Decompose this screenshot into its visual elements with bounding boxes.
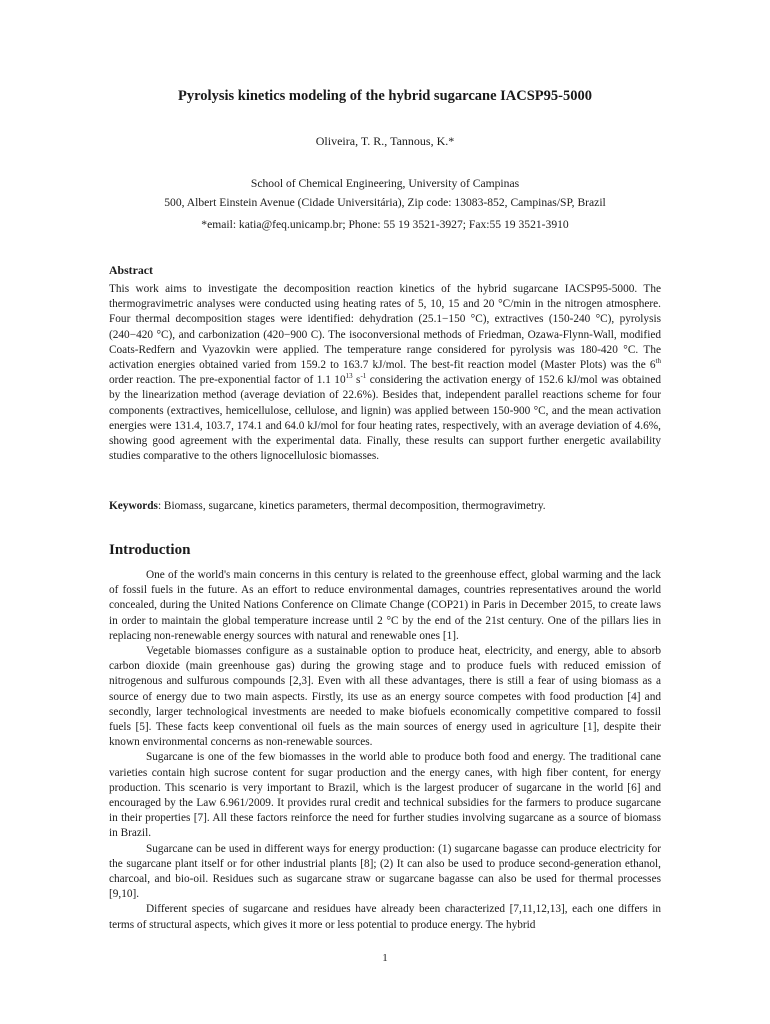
page-number: 1 <box>382 952 388 964</box>
paragraph: Vegetable biomasses configure as a sustainable option to produce heat, electricity, and energy, able to absorb carbon dioxide (main greenhouse gas) during the growing stage and to produce fuels with reduced emission of nitrogenous and sulfurous compounds [2,3]. Even with all these advantages, there is still a fear of using biomass as a source of energy due to two main aspects. Firstly, its use as an energy source competes with food production [4] and secondly, larger technological investments are needed to make biofuels economically competitive compared to fossil fuels [5]. These facts keep conventional oil fuels as the main sources of energy used in agriculture [1], despite their known environmental concerns as non-renewable sources. <box>109 645 661 749</box>
abstract-part: considering the activation energy of 152.6 kJ/mol was obtained by the linearization method (average deviation of 22.6%). Besides that, independent parallel reactions scheme for four components (extractives, hemicellulose, cellulose, and lignin) was applied between 150-900 °C, and the mean activation energies were 131.4, 103.7, 174.1 and 64.0 kJ/mol for four heating rates, respectively, with an average deviation of 4.6%, showing good agreement with the experimental data. Finally, these results can support further energetic availability studies comparative to the others lignocellulosic biomasses. <box>109 374 661 463</box>
keywords-label: Keywords <box>109 500 158 512</box>
contact-line: *email: katia@feq.unicamp.br; Phone: 55 19 3521-3927; Fax:55 19 3521-3910 <box>201 218 569 231</box>
abstract-part: s <box>352 374 361 387</box>
address-line: 500, Albert Einstein Avenue (Cidade Universitária), Zip code: 13083-852, Campinas/SP, Brazil <box>164 196 606 209</box>
abstract-text <box>109 282 661 464</box>
superscript: th <box>655 357 661 366</box>
abstract-part: order reaction. The pre-exponential factor of 1.1 10 <box>109 374 346 387</box>
author-list: Oliveira, T. R., Tannous, K.* <box>315 134 455 148</box>
introduction-body <box>109 568 661 933</box>
introduction-heading: Introduction <box>109 542 191 558</box>
keywords-line <box>109 500 669 512</box>
affiliation-line: School of Chemical Engineering, University of Campinas <box>250 177 520 190</box>
paragraph: One of the world's main concerns in this century is related to the greenhouse effect, global warming and the lack of fossil fuels in the future. As an effort to reduce environmental damages, countries representatives around the world concealed, during the United Nations Conference on Climate Change (COP21) in Paris in December 2015, to create laws in order to maintain the global temperature increase until 2 °C by the end of the 21st century. One of the pillars lies in replacing non-renewable energy sources with natural and renewable ones [1]. <box>109 569 661 642</box>
paper-title: Pyrolysis kinetics modeling of the hybrid sugarcane IACSP95-5000 <box>178 88 592 104</box>
paragraph: Sugarcane can be used in different ways for energy production: (1) sugarcane bagasse can produce electricity for the sugarcane plant itself or for other industrial plants [8]; (2) It can also be used to produce second-generation ethanol, charcoal, and bio-oil. Residues such as sugarcane straw or sugarcane bagasse can also be used for thermal processes [9,10]. <box>109 842 661 901</box>
abstract-heading: Abstract <box>109 263 153 277</box>
superscript: -1 <box>360 372 367 381</box>
superscript: 13 <box>345 372 353 381</box>
abstract-part: This work aims to investigate the decomposition reaction kinetics of the hybrid sugarcane IACSP95-5000. The thermogravimetric analyses were conducted using heating rates of 5, 10, 15 and 20 °C/min in the nitrogen atmosphere. Four thermal decomposition stages were identified: dehydration (25.1−150 °C), extractives (150-240 °C), pyrolysis (240−420 °C), and carbonization (420−900 C). The isoconversional methods of Friedman, Ozawa-Flynn-Wall, modified Coats-Redfern and Vyazovkin were applied. The temperature range considered for pyrolysis was 180-420 °C. The activation energies obtained varied from 159.2 to 163.7 kJ/mol. The best-fit reaction model (Master Plots) was the 6 <box>109 283 661 372</box>
paragraph: Sugarcane is one of the few biomasses in the world able to produce both food and energy. The traditional cane varieties contain high sucrose content for sugar production and the energy canes, with high fiber content, for energy production. This scenario is very important to Brazil, which is the largest producer of sugarcane in the world [6] and encouraged by the Law 6.961/2009. It provides rural credit and technical subsidies for the farmers to produce sugarcane in their properties [7]. All these factors reinforce the need for further studies involving sugarcane as a source of biomass in Brazil. <box>109 751 661 840</box>
keywords-text: : Biomass, sugarcane, kinetics parameters, thermal decomposition, thermogravimetry. <box>157 500 546 512</box>
paragraph: Different species of sugarcane and residues have already been characterized [7,11,12,13], each one differs in terms of structural aspects, which gives it more or less potential to produce energy. The hybrid <box>109 903 661 931</box>
